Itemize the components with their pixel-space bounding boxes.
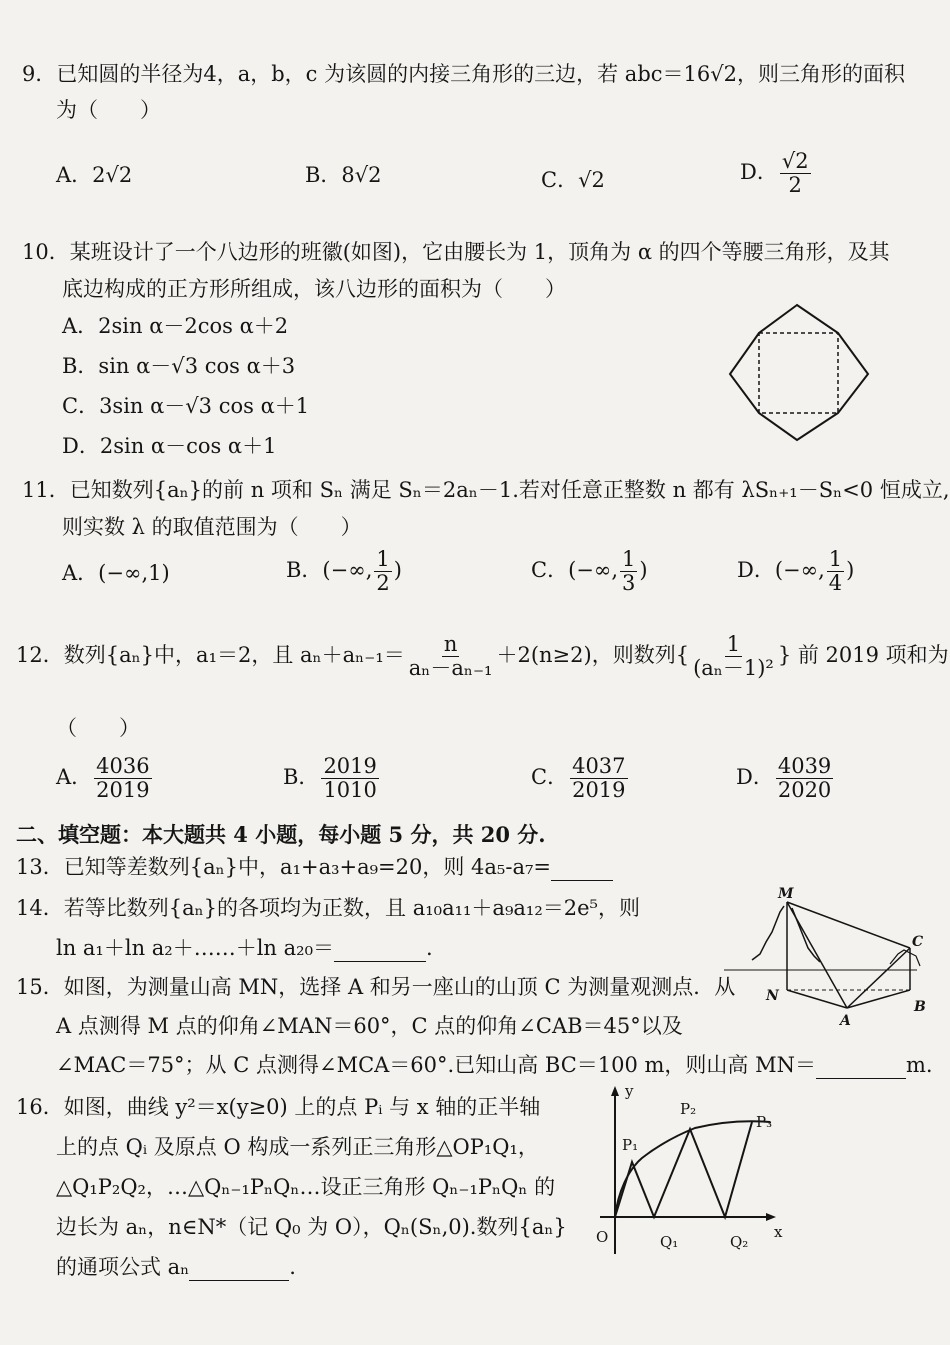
q11-line1: 11．已知数列{aₙ}的前 n 项和 Sₙ 满足 Sₙ＝2aₙ－1.若对任意正整数 n 都有 λSₙ₊₁－Sₙ<0 恒成立,	[22, 478, 950, 502]
q15-line1: 15．如图，为测量山高 MN，选择 A 和另一座山的山顶 C 为测量观测点．从	[16, 975, 736, 999]
q11-option-d-den: 4	[828, 571, 843, 596]
mountain-left-slope	[752, 906, 784, 960]
q10-option-b: B．sin α－√3 cos α＋3	[62, 354, 296, 378]
label-P1: P₁	[622, 1136, 639, 1154]
label-B: B	[914, 999, 926, 1015]
q9-option-d-frac	[780, 150, 811, 197]
q10-line1: 10．某班设计了一个八边形的班徽(如图)，它由腰长为 1，顶角为 α 的四个等腰三角形，及其	[22, 240, 890, 264]
q16-line5-end: .	[289, 1255, 296, 1279]
q12-option-c	[531, 755, 630, 802]
q14-line2-text: ln a₁＋ln a₂＋……＋ln a₂₀＝	[56, 936, 334, 960]
q12-option-b-num: 2019	[323, 754, 377, 778]
label-A: A	[840, 1013, 851, 1028]
q12-frac2	[691, 633, 776, 680]
q11-option-b-close: )	[393, 558, 402, 583]
q9-option-d-label: D．	[740, 160, 778, 185]
q14-line2-end: .	[425, 936, 433, 960]
q10-option-d: D．2sin α－cos α＋1	[62, 434, 277, 458]
q9-line1: 9．已知圆的半径为4，a，b，c 为该圆的内接三角形的三边，若 abc＝16√2，则三角形的面积	[22, 62, 905, 86]
label-C: C	[912, 934, 924, 950]
label-M: M	[778, 886, 794, 902]
inner-square-dashed	[759, 333, 838, 413]
q10-line2: 底边构成的正方形所组成，该八边形的面积为（ ）	[62, 277, 566, 301]
q12-option-d	[736, 755, 835, 802]
q12-option-d-label: D．	[736, 765, 774, 790]
q13-text: 13．已知等差数列{aₙ}中，a₁+a₃+a₉=20，则 4a₅-a₇=	[16, 855, 551, 879]
q16-line5	[56, 1255, 296, 1281]
q16-line4: 边长为 aₙ，n∈N*（记 Q₀ 为 O），Qₙ(Sₙ,0).数列{aₙ}	[56, 1215, 567, 1239]
curve-triangles-figure	[580, 1082, 795, 1262]
q11-option-d	[737, 548, 854, 595]
octagon-outline	[730, 305, 868, 440]
q15-line3-text: ∠MAC＝75°；从 C 点测得∠MCA＝60°.已知山高 BC＝100 m，则山高 MN＝	[56, 1053, 816, 1077]
q15-line3	[56, 1053, 933, 1079]
label-P2: P₂	[680, 1100, 697, 1118]
q16-line2: 上的点 Qᵢ 及原点 O 构成一系列正三角形△OP₁Q₁，	[56, 1135, 539, 1159]
q11-option-c	[531, 548, 648, 595]
q12-option-c-num: 4037	[572, 754, 626, 778]
q11-option-d-label: D．(−∞,	[737, 558, 825, 583]
q12-pre: 12．数列{aₙ}中，a₁＝2，且 aₙ＋aₙ₋₁＝	[16, 643, 405, 668]
q12-option-c-label: C．	[531, 765, 569, 790]
q15-unit: m.	[906, 1053, 933, 1077]
q16-line3: △Q₁P₂Q₂，…△Qₙ₋₁PₙQₙ…设正三角形 Qₙ₋₁PₙQₙ 的	[56, 1175, 556, 1199]
q12-frac1-num: n	[443, 632, 458, 656]
q11-option-d-num: 1	[828, 547, 843, 571]
q12-option-c-frac	[570, 755, 627, 802]
q12-option-d-den: 2020	[777, 778, 832, 803]
y-axis-arrow	[611, 1086, 619, 1096]
q12-option-a	[56, 755, 154, 802]
q11-option-c-den: 3	[622, 571, 636, 596]
q11-option-c-num: 1	[622, 547, 636, 571]
q12-frac2-den: (aₙ－1)²	[693, 656, 774, 681]
q12-frac1-den: aₙ－aₙ₋₁	[408, 656, 493, 681]
q12-line1	[16, 633, 949, 680]
label-y: y	[625, 1082, 634, 1100]
q12-post: } 前 2019 项和为	[777, 643, 949, 668]
q12-option-a-frac	[94, 755, 151, 802]
q9-option-d	[740, 150, 813, 197]
label-Q1: Q₁	[660, 1233, 679, 1251]
q12-option-b-label: B．	[283, 765, 320, 790]
x-axis-arrow	[766, 1213, 776, 1221]
octagon-badge-figure	[725, 300, 875, 445]
section-2-heading: 二、填空题：本大题共 4 小题，每小题 5 分，共 20 分.	[16, 822, 546, 847]
q9-option-c: C．√2	[541, 168, 605, 192]
q12-option-a-label: A．	[56, 765, 93, 790]
q12-frac2-num: 1	[726, 632, 741, 656]
q12-frac1	[407, 633, 495, 680]
q13-answer-blank	[551, 855, 613, 881]
q12-option-a-den: 2019	[96, 778, 150, 803]
q12-option-d-frac	[776, 755, 833, 802]
q12-paren: （ ）	[56, 716, 140, 740]
q11-option-d-close: )	[846, 558, 855, 583]
q9-line2: 为（ ）	[56, 98, 161, 122]
q15-line2: A 点测得 M 点的仰角∠MAN＝60°，C 点的仰角∠CAB＝45°以及	[56, 1014, 683, 1038]
q10-option-a: A．2sin α－2cos α＋2	[62, 314, 289, 338]
q12-option-b-frac	[321, 755, 378, 802]
label-Q2: Q₂	[730, 1233, 749, 1251]
q12-option-a-num: 4036	[96, 754, 150, 778]
q11-option-c-close: )	[639, 558, 648, 583]
q15-answer-blank	[816, 1053, 906, 1079]
q12-option-c-den: 2019	[572, 778, 626, 803]
q12-mid: ＋2(n≥2)，则数列{	[496, 643, 690, 668]
q9-option-b: B．8√2	[305, 163, 382, 187]
label-N: N	[766, 988, 779, 1004]
q14-line1: 14．若等比数列{aₙ}的各项均为正数，且 a₁₀a₁₁＋a₉a₁₂＝2e⁵，则	[16, 896, 640, 920]
q11-option-b-frac	[374, 548, 391, 595]
q12-option-b	[283, 755, 381, 802]
q11-option-b-num: 1	[376, 547, 390, 571]
mountain-measurement-figure	[722, 882, 944, 1028]
q11-option-b	[286, 548, 402, 595]
q16-answer-blank	[189, 1255, 289, 1281]
q14-answer-blank	[334, 936, 426, 962]
q13	[16, 855, 613, 881]
q11-option-a: A．(−∞,1)	[62, 561, 170, 585]
q11-option-b-label: B．(−∞,	[286, 558, 373, 583]
q11-option-c-label: C．(−∞,	[531, 558, 619, 583]
q10-option-c: C．3sin α－√3 cos α＋1	[62, 394, 310, 418]
q11-option-c-frac	[620, 548, 637, 595]
q14-line2	[56, 936, 433, 962]
q16-line1: 16．如图，曲线 y²＝x(y≥0) 上的点 Pᵢ 与 x 轴的正半轴	[16, 1095, 541, 1119]
q9-option-d-num: √2	[781, 149, 809, 173]
label-P3: P₃	[756, 1113, 773, 1131]
q11-line2: 则实数 λ 的取值范围为（ ）	[62, 515, 362, 539]
q12-option-d-num: 4039	[777, 754, 832, 778]
q11-option-d-frac	[827, 548, 844, 595]
q11-option-b-den: 2	[376, 571, 390, 596]
q9-option-a: A．2√2	[56, 163, 133, 187]
q9-option-d-den: 2	[788, 173, 802, 198]
label-O: O	[596, 1228, 609, 1246]
q16-line5-text: 的通项公式 aₙ	[56, 1255, 190, 1279]
label-x: x	[774, 1223, 783, 1241]
q12-option-b-den: 1010	[323, 778, 377, 803]
